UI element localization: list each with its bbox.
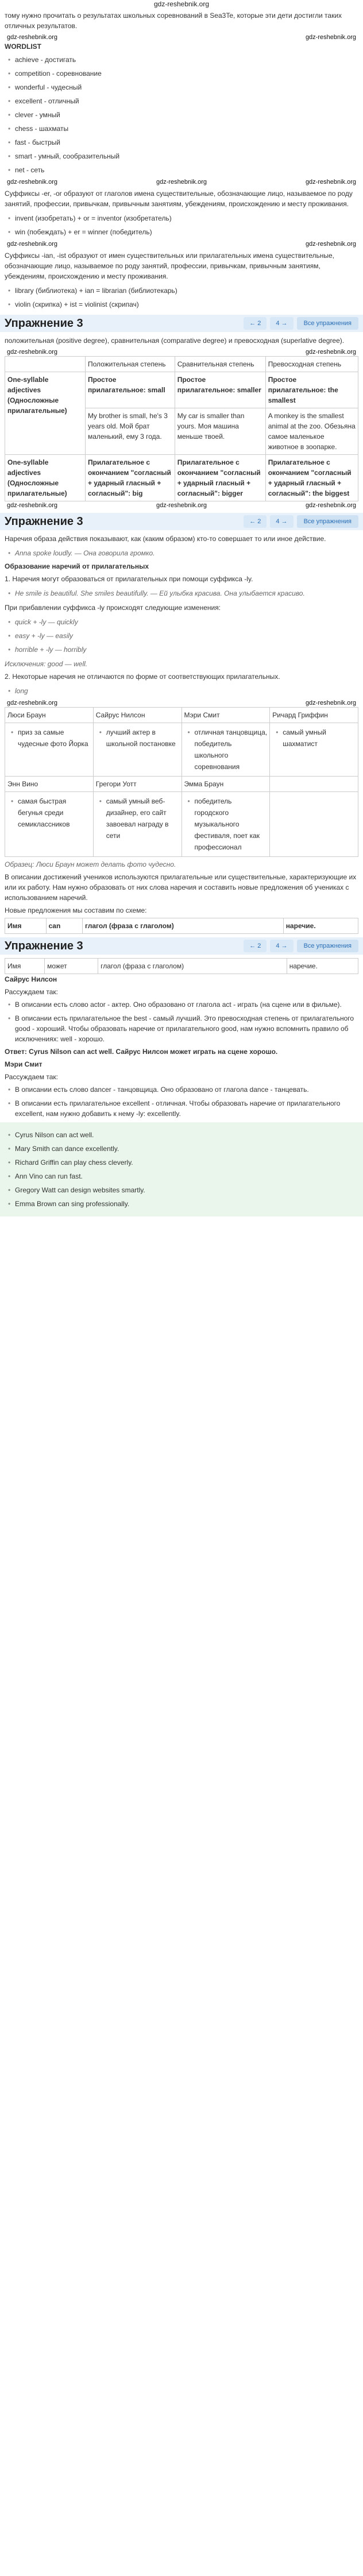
adverbs-intro: Наречия образа действия показывают, как (каким образом) кто-то совершает то или иное действие. xyxy=(5,535,326,543)
answers-box xyxy=(0,1122,363,1216)
answer-item: • Cyrus Nilson can act well. xyxy=(5,1128,358,1142)
all-exercises-button[interactable]: Все упражнения xyxy=(297,515,358,528)
answer-item: • Richard Griffin can play chess cleverly. xyxy=(5,1156,358,1169)
wordlist xyxy=(5,53,358,177)
section-header-3 xyxy=(0,937,363,955)
list-item: • fast - быстрый xyxy=(5,136,358,149)
degrees-intro: положительная (positive degree), сравнительная (comparative degree) и превосходная (superlative degree). xyxy=(5,337,345,345)
suffix-er-list xyxy=(5,211,358,239)
table-row: One-syllable adjectives (Односложные прилагательные) Прилагательное с окончанием "согласный + ударный гласный + согласный": big Прилагательное с окончанием "согласный + ударный гласный + согласный": bigger Прилагательное с окончанием "согласный + ударный гласный + согласный": the biggest xyxy=(5,455,358,501)
watermark-top: gdz-reshebnik.org xyxy=(153,0,210,8)
people-table: Люси Браун Сайрус Нилсон Мэри Смит Ричард Гриффин • приз за самые чудесные фото Йорка • лучший актер в школьной постановке • отличная танцовщица, победитель школьного соревнования • самый умный шахматист Энн Вино Грегори Уотт Эмма Браун • самая быстрая бегунья среди семиклассников • самый умный веб-дизайнер, его сайт завоевал награду в сети • победитель городского музыкального фестиваля, поет как профессионал xyxy=(5,707,358,857)
suffix-ian-text: Суффиксы -ian, -ist образуют от имен существительных или прилагательных имена существительные, обозначающие лицо, называемое по роду занятий, профессии, привычкам, привычным занятиям, убеждениям, происхождению и месту проживания. xyxy=(5,252,335,280)
table-row: My brother is small, he's 3 years old. Мой брат маленький, ему 3 года. My car is smaller than yours. Моя машина меньше твоей. A monkey is the smallest animal at the zoo. Обезьяна самое маленькое животное в зоопарке. xyxy=(5,408,358,455)
prev-button[interactable]: ← 2 xyxy=(244,940,267,953)
all-exercises-button[interactable]: Все упражнения xyxy=(297,940,358,953)
list-item: • horrible + -ly — horribly xyxy=(5,643,358,656)
page: gdz-reshebnik.org тому нужно прочитать о результатах школьных соревнований в Sea3Te, которые эти дети достигли таких отличных результатов. gdz-reshebnik.org gdz-reshebnik.org WORDLIST • achieve - достигать • competition - соревнование • wonderful - чудесный • excellent - отличный • clever - умный • chess - шахматы • fast - быстрый • smart - умный, сообразительный • net - сеть gdz-reshebnik.org gdz-reshebnik.org gdz-reshebnik.org Суффиксы -er, -or образуют от глаголов имена существительные, обозначающие лицо, называемое по роду занятий, профессии, привычкам, привычным занятиям, убеждениям, происхождению и месту проживания. • invent (изобретать) + or = inventor (изобретатель) • win (побеждать) + er = winner (победитель) gdz-reshebnik.org gdz-reshebnik.org Суффиксы -ian, -ist образуют от имен существительных или прилагательных имена существительные, обозначающие лицо, называемое по роду занятий, профессии, привычкам, привычным занятиям, убеждениям, происхождению и месту проживания. • library (библиотека) + ian = librarian (библиотекарь) • violin (скрипка) + ist = violinist (скрипач) Упражнение 3 ← 2 4 → Все упражнения положительная (positive degree), сравнительная (comparative degree) и превосходная (superlative degree). gdz-reshebnik.org gdz-reshebnik.org Положительная степень Сравнительная степень Превосходная степень One-syllable adjectives (Односложные прилагательные) Простое прилагательное: small Простое прилагательное: smaller Простое прилагательное: the smallest My brother is small, he's 3 years old. Мой брат маленький, ему 3 года. My car is smaller than yours. Моя машина меньше твоей. A monkey is the smallest animal at the zoo. Обезьяна самое маленькое животное в зоопарке. One-syllable adjectives (Односложные прилагательные) Прилагательное с окончанием "согласный + ударный гласный + согласный": big Прилагательное с окончанием "согласный + ударный гласный + согласный": bigger Прилагательное с окончанием "согласный + ударный гласный + согласный": the biggest gdz-reshebnik.org gdz-reshebnik.org gdz-reshebnik.org Упражнение 3 ← 2 4 → Все упражнения Наречия образа действия показывают, как (каким образом) кто-то совершает то или иное действие. • Anna spoke loudly. — Она говорила громко. Образование наречий от прилагательных 1. Наречия могут образоваться от прилагательных при помощи суффикса -ly. • He smile is beautiful. She smiles beautifully. — Ей улыбка красива. Она улыбается красиво. При прибавлении суффикса -ly происходят следующие изменения: • quick + -ly — quickly • easy + -ly — easily • horrible + -ly — horribly Исключения: good — well. 2. Некоторые наречия не отличаются по форме от соответствующих прилагательных. • long gdz-reshebnik.org gdz-reshebnik.org Люси Браун Сайрус Нилсон Мэри Смит Ричард Гриффин • приз за самые чудесные фото Йорка • лучший актер в школьной постановке • отличная танцовщица, победитель школьного соревнования • самый умный шахматист Энн Вино Грегори Уотт Эмма Браун • самая быстрая бегунья среди семиклассников • самый умный веб-дизайнер, его сайт завоевал награду в сети • победитель городского музыкального фестиваля, поет как профессионал Образец: Люси Браун может делать фото чудесно. В описании достижений учеников используются прилагательные или существительные, характеризующие их или их работу. Нам нужно образовать от них слова наречия и составить новые предложения об учениках с использованием наречий. Новые предложения мы составим по схеме: Имя can глагол (фраза с глаголом) наречие. Упражнение 3 ← 2 4 → Все упражнения Имя может глагол (фраза с глаголом) наречие. Сайрус Нилсон Рассуждаем так: • В описании есть слово actor - актер. Оно образовано от глагола act - играть (на сцене или в фильме). • В описании есть прилагательное the best - самый лучший. Это превосходная степень от прилагательного good - хороший. Чтобы образовать наречие от прилагательного good, нам нужно вспомнить правило об исключениях: well - хорошо. Ответ: Cyrus Nilson can act well. Сайрус Нилсон может играть на сцене хорошо. Мэри Смит Рассуждаем так: • В описании есть слово dancer - танцовщица. Оно образовано от глагола dance - танцевать. • В описании есть прилагательное excellent - отличная. Чтобы образовать наречие от прилагательного excellent, нам нужно добавить к нему -ly: excellently. • Cyrus Nilson can act well. • Mary Smith can dance excellently. • Richard Griffin can play chess cleverly. • Ann Vino can run fast. • Gregory Watt can design websites smartly. • Emma Brown can sing professionally. xyxy=(0,0,363,2576)
list-item: • excellent - отличный xyxy=(5,94,358,108)
section-title: Упражнение 3 xyxy=(5,317,83,330)
list-item: • В описании есть прилагательное excellent - отличная. Чтобы образовать наречие от прилагательного excellent, нам нужно добавить к нему -ly: excellently. xyxy=(5,1098,358,1119)
list-item: • В описании есть прилагательное the best - самый лучший. Это превосходная степень от прилагательного good - хороший. Чтобы образовать наречие от прилагательного good, нам нужно вспомнить правило об исключениях: well - хорошо. xyxy=(5,1013,358,1044)
reason-list-1 xyxy=(5,999,358,1044)
person-1-title: Сайрус Нилсон xyxy=(5,975,57,983)
next-button[interactable]: 4 → xyxy=(270,515,293,528)
section-header-2 xyxy=(0,513,363,530)
person-2-title: Мэри Смит xyxy=(5,1060,43,1068)
next-button[interactable]: 4 → xyxy=(270,940,293,953)
table-row: One-syllable adjectives (Односложные прилагательные) Простое прилагательное: small Простое прилагательное: smaller Простое прилагательное: the smallest xyxy=(5,372,358,408)
list-item: • smart - умный, сообразительный xyxy=(5,149,358,163)
next-button[interactable]: 4 → xyxy=(270,317,293,330)
list-item: • violin (скрипка) + ist = violinist (скрипач) xyxy=(5,298,358,311)
list-item: • wonderful - чудесный xyxy=(5,80,358,94)
table-row: Имя can глагол (фраза с глаголом) наречие. xyxy=(5,918,358,934)
answer-item: • Mary Smith can dance excellently. xyxy=(5,1142,358,1156)
answer-item: • Gregory Watt can design websites smartly. xyxy=(5,1183,358,1197)
list-item: • He smile is beautiful. She smiles beautifully. — Ей улыбка красива. Она улыбается красиво. xyxy=(5,586,358,600)
list-item: • quick + -ly — quickly xyxy=(5,615,358,629)
list-item: • chess - шахматы xyxy=(5,122,358,136)
section-title: Упражнение 3 xyxy=(5,940,83,952)
table-row: Имя может глагол (фраза с глаголом) наречие. xyxy=(5,959,358,974)
exception: Исключения: good — well. xyxy=(5,660,88,668)
list-item: • Anna spoke loudly. — Она говорила громко. xyxy=(5,546,358,560)
answer-item: • Emma Brown can sing professionally. xyxy=(5,1197,358,1211)
list-item: • clever - умный xyxy=(5,108,358,122)
section-header-1 xyxy=(0,315,363,332)
wordlist-title: WORDLIST xyxy=(5,43,41,51)
list-item: • В описании есть слово dancer - танцовщица. Оно образовано от глагола dance - танцевать. xyxy=(5,1084,358,1098)
list-item: • achieve - достигать xyxy=(5,53,358,67)
changes-list xyxy=(5,615,358,656)
rule-2: При прибавлении суффикса -ly происходят следующие изменения: xyxy=(5,604,221,612)
answer-1: Ответ: Cyrus Nilson can act well. Сайрус Нилсон может играть на сцене хорошо. xyxy=(5,1048,278,1056)
prev-button[interactable]: ← 2 xyxy=(244,317,267,330)
degrees-table xyxy=(5,356,358,501)
all-exercises-button[interactable]: Все упражнения xyxy=(297,317,358,330)
scheme-table-2 xyxy=(5,958,358,974)
suffix-ian-list xyxy=(5,284,358,311)
list-item: • В описании есть слово actor - актер. Оно образовано от глагола act - играть (на сцене или в фильме). xyxy=(5,999,358,1013)
list-item: • easy + -ly — easily xyxy=(5,629,358,643)
list-item: • long xyxy=(5,684,358,698)
section-title: Упражнение 3 xyxy=(5,515,83,528)
adverbs-title: Образование наречий от прилагательных xyxy=(5,562,149,570)
intro-text: тому нужно прочитать о результатах школьных соревнований в Sea3Te, которые эти дети достигли таких отличных результатов. xyxy=(5,11,342,30)
task-text-2: Новые предложения мы составим по схеме: xyxy=(5,906,147,914)
pager xyxy=(244,317,358,330)
rule-3: 2. Некоторые наречия не отличаются по форме от соответствующих прилагательных. xyxy=(5,673,280,681)
scheme-table xyxy=(5,918,358,934)
list-item: • net - сеть xyxy=(5,163,358,177)
reason-list-2 xyxy=(5,1084,358,1119)
list-item: • win (побеждать) + er = winner (победитель) xyxy=(5,225,358,239)
pager xyxy=(244,515,358,528)
task-text-1: В описании достижений учеников используются прилагательные или существительные, характеризующие их или их работу. Нам нужно образовать от них слова наречия и составить новые предложения об учениках с использованием наречий. xyxy=(5,873,357,902)
task-note: Образец: Люси Браун может делать фото чудесно. xyxy=(5,860,176,868)
list-item: • library (библиотека) + ian = librarian (библиотекарь) xyxy=(5,284,358,298)
list-item: • competition - соревнование xyxy=(5,67,358,80)
rule-1: 1. Наречия могут образоваться от прилагательных при помощи суффикса -ly. xyxy=(5,575,253,583)
list-item: • invent (изобретать) + or = inventor (изобретатель) xyxy=(5,211,358,225)
suffix-er-text: Суффиксы -er, -or образуют от глаголов имена существительные, обозначающие лицо, называемое по роду занятий, профессии, привычкам, привычным занятиям, убеждениям, происхождению и месту проживания. xyxy=(5,190,353,208)
prev-button[interactable]: ← 2 xyxy=(244,515,267,528)
table-row: Положительная степень Сравнительная степень Превосходная степень xyxy=(5,357,358,372)
pager xyxy=(244,940,358,953)
answer-item: • Ann Vino can run fast. xyxy=(5,1169,358,1183)
